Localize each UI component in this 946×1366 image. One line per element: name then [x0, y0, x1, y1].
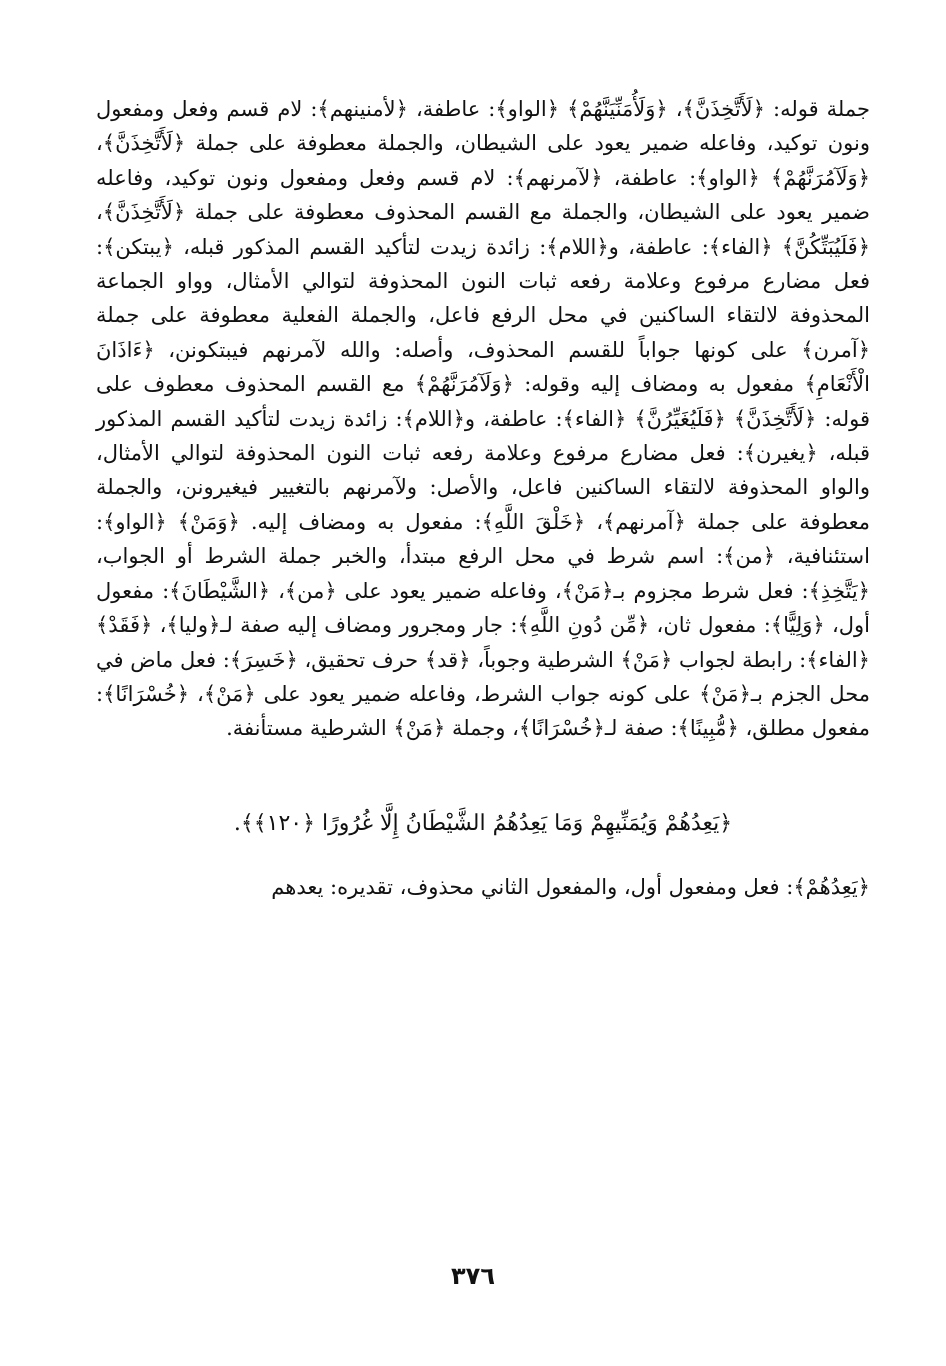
commentary-paragraph: جملة قوله: ﴿لَأَتَّخِذَنَّ﴾، ﴿وَلَأُمَنِّيَنَّهُمْ﴾ ﴿الواو﴾: عاطفة، ﴿لأمنينهم﴾: لام قسم وفعل ومفعول ونون توكيد، وفاعله ضمير يعود على الشيطان، والجملة معطوفة على جملة ﴿لَأَتَّخِذَنَّ﴾، ﴿وَلَآمُرَنَّهُمْ﴾ ﴿الواو﴾: عاطفة، ﴿لآمرنهم﴾: لام قسم وفعل ومفعول ونون توكيد، وفاعله ضمير يعود على الشيطان، والجملة مع القسم المحذوف معطوفة على جملة ﴿لَأَتَّخِذَنَّ﴾، ﴿فَلَيُبَتِّكُنَّ﴾ ﴿الفاء﴾: عاطفة، و﴿اللام﴾: زائدة زيدت لتأكيد القسم المذكور قبله، ﴿يبتكن﴾: فعل مضارع مرفوع وعلامة رفعه ثبات النون المحذوفة لتوالي الأمثال، وواو الجماعة المحذوفة لالتقاء الساكنين في محل الرفع فاعل، والجملة الفعلية معطوفة على جملة ﴿آمرن﴾ على كونها جواباً للقسم المحذوف، وأصله: والله لآمرنهم فيبتكونن، ﴿ءَاذَانَ الْأَنْعَامِ﴾ مفعول به ومضاف إليه وقوله: ﴿وَلَآمُرَنَّهُمْ﴾ مع القسم المحذوف معطوف على قوله: ﴿لَأَتَّخِذَنَّ﴾ ﴿فَلَيُغَيِّرُنَّ﴾ ﴿الفاء﴾: عاطفة، و﴿اللام﴾: زائدة زيدت لتأكيد القسم المذكور قبله، ﴿يغيرن﴾: فعل مضارع مرفوع وعلامة رفعه ثبات النون المحذوفة لتوالي الأمثال، والواو المحذوفة لالتقاء الساكنين فاعل، والأصل: ولآمرنهم بالتغيير فيغيرونن، والجملة معطوفة على جملة ﴿آمرنهم﴾، ﴿خَلْقَ اللَّهِ﴾: مفعول به ومضاف إليه. ﴿وَمَنْ﴾ ﴿الواو﴾: استئنافية، ﴿من﴾: اسم شرط في محل الرفع مبتدأ، والخبر جملة الشرط أو الجواب، ﴿يَتَّخِذِ﴾: فعل شرط مجزوم بـ﴿مَنْ﴾، وفاعله ضمير يعود على ﴿من﴾، ﴿الشَّيْطَانَ﴾: مفعول أول، ﴿وَلِيًّا﴾: مفعول ثان، ﴿مِّن دُونِ اللَّهِ﴾: جار ومجرور ومضاف إليه صفة لـ﴿وليا﴾، ﴿فَقَدْ﴾ ﴿الفاء﴾: رابطة لجواب ﴿مَنْ﴾ الشرطية وجوباً، ﴿قد﴾ حرف تحقيق، ﴿خَسِرَ﴾: فعل ماض في محل الجزم بـ﴿مَنْ﴾ على كونه جواب الشرط، وفاعله ضمير يعود على ﴿مَنْ﴾، ﴿خُسْرَانًا﴾: مفعول مطلق، ﴿مُّبِينًا﴾: صفة لـ﴿خُسْرَانًا﴾، وجملة ﴿مَنْ﴾ الشرطية مستأنفة.: [96, 97, 870, 741]
quran-verse: ﴿يَعِدُهُمْ وَيُمَنِّيهِمْ وَمَا يَعِدُهُمُ الشَّيْطَانُ إِلَّا غُرُورًا ﴿١٢٠﴾﴾.: [233, 810, 733, 836]
commentary-paragraph-continued: ﴿يَعِدُهُمْ﴾: فعل ومفعول أول، والمفعول الثاني محذوف، تقديره: يعدهم: [271, 874, 870, 899]
page-number: ٣٧٦: [451, 1262, 495, 1290]
page-body: [96, 92, 870, 904]
